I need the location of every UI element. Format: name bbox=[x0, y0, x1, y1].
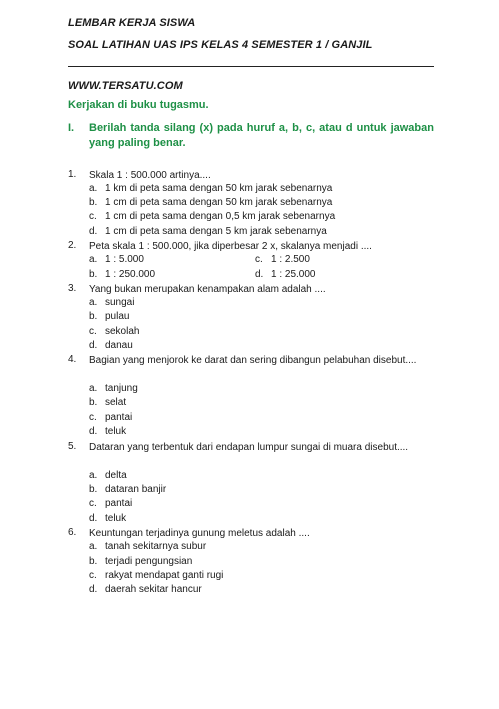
option-text: 1 cm di peta sama dengan 0,5 km jarak sebenarnya bbox=[105, 211, 336, 222]
option-letter: c. bbox=[89, 570, 97, 581]
option-text: 1 : 2.500 bbox=[271, 254, 310, 265]
header-subtitle: SOAL LATIHAN UAS IPS KELAS 4 SEMESTER 1 / GANJIL bbox=[68, 39, 373, 51]
answer-option bbox=[89, 426, 126, 437]
answer-option bbox=[89, 197, 332, 208]
question-number: 6. bbox=[68, 527, 77, 538]
option-letter: c. bbox=[89, 498, 97, 509]
question-text: Bagian yang menjorok ke darat dan sering dibangun pelabuhan disebut.... bbox=[89, 355, 417, 366]
option-letter: c. bbox=[89, 326, 97, 337]
answer-option bbox=[89, 584, 202, 595]
answer-option bbox=[89, 498, 132, 509]
option-text: pantai bbox=[105, 412, 133, 423]
option-text: tanjung bbox=[105, 383, 138, 394]
answer-option bbox=[89, 383, 138, 394]
option-letter: a. bbox=[89, 297, 98, 308]
option-text: tanah sekitarnya subur bbox=[105, 541, 207, 552]
answer-option bbox=[89, 470, 127, 481]
option-text: 1 cm di peta sama dengan 5 km jarak sebenarnya bbox=[105, 226, 327, 237]
answer-option bbox=[89, 541, 206, 552]
option-letter: d. bbox=[89, 584, 98, 595]
option-letter: c. bbox=[255, 254, 263, 265]
option-text: selat bbox=[105, 397, 127, 408]
option-text: teluk bbox=[105, 513, 127, 524]
question-text: Dataran yang terbentuk dari endapan lumpur sungai di muara disebut.... bbox=[89, 442, 409, 453]
option-text: rakyat mendapat ganti rugi bbox=[105, 570, 224, 581]
answer-option bbox=[89, 297, 134, 308]
option-letter: b. bbox=[89, 197, 98, 208]
question-number: 2. bbox=[68, 240, 77, 251]
answer-option bbox=[89, 513, 126, 524]
option-text: pantai bbox=[105, 498, 133, 509]
answer-option bbox=[89, 226, 327, 237]
option-letter: b. bbox=[89, 484, 98, 495]
option-text: pulau bbox=[105, 311, 130, 322]
option-letter: a. bbox=[89, 470, 98, 481]
answer-option bbox=[255, 254, 310, 265]
answer-option bbox=[89, 484, 166, 495]
question-number: 3. bbox=[68, 283, 77, 294]
answer-option bbox=[89, 340, 133, 351]
answer-option bbox=[89, 412, 132, 423]
option-text: sekolah bbox=[105, 326, 140, 337]
option-letter: d. bbox=[89, 226, 98, 237]
option-letter: b. bbox=[89, 311, 98, 322]
answer-option bbox=[255, 269, 315, 280]
option-letter: d. bbox=[89, 513, 98, 524]
answer-option bbox=[89, 254, 144, 265]
option-text: terjadi pengungsian bbox=[105, 556, 193, 567]
answer-option bbox=[89, 211, 335, 222]
option-text: 1 km di peta sama dengan 50 km jarak sebenarnya bbox=[105, 183, 333, 194]
answer-option bbox=[89, 570, 223, 581]
option-text: sungai bbox=[105, 297, 135, 308]
question-number: 4. bbox=[68, 354, 77, 365]
answer-option bbox=[89, 556, 192, 567]
question-number: 1. bbox=[68, 169, 77, 180]
question-text: Skala 1 : 500.000 artinya.... bbox=[89, 170, 211, 181]
section-number: I. bbox=[68, 122, 75, 134]
header-title: LEMBAR KERJA SISWA bbox=[68, 17, 196, 29]
question-number: 5. bbox=[68, 441, 77, 452]
option-text: 1 : 250.000 bbox=[105, 269, 156, 280]
question-text: Peta skala 1 : 500.000, jika diperbesar 2 x, skalanya menjadi .... bbox=[89, 241, 372, 252]
option-letter: a. bbox=[89, 183, 98, 194]
option-letter: a. bbox=[89, 541, 98, 552]
answer-option bbox=[89, 311, 129, 322]
option-letter: d. bbox=[89, 340, 98, 351]
option-letter: d. bbox=[89, 426, 98, 437]
header-divider bbox=[68, 66, 434, 67]
option-text: teluk bbox=[105, 426, 127, 437]
option-text: delta bbox=[105, 470, 127, 481]
answer-option bbox=[89, 183, 332, 194]
option-letter: c. bbox=[89, 211, 97, 222]
header-website: WWW.TERSATU.COM bbox=[68, 80, 183, 92]
instruction-text: Kerjakan di buku tugasmu. bbox=[68, 99, 209, 111]
option-text: dataran banjir bbox=[105, 484, 167, 495]
option-letter: b. bbox=[89, 556, 98, 567]
section-instruction: Berilah tanda silang (x) pada huruf a, b, c, atau d untuk jawaban yang paling benar. bbox=[89, 122, 434, 149]
option-letter: a. bbox=[89, 254, 98, 265]
option-text: daerah sekitar hancur bbox=[105, 584, 202, 595]
option-letter: d. bbox=[255, 269, 264, 280]
answer-option bbox=[89, 397, 126, 408]
option-letter: a. bbox=[89, 383, 98, 394]
answer-option bbox=[89, 269, 155, 280]
option-text: danau bbox=[105, 340, 133, 351]
answer-option bbox=[89, 326, 139, 337]
option-letter: b. bbox=[89, 397, 98, 408]
option-text: 1 : 5.000 bbox=[105, 254, 144, 265]
option-text: 1 cm di peta sama dengan 50 km jarak sebenarnya bbox=[105, 197, 333, 208]
question-text: Yang bukan merupakan kenampakan alam adalah .... bbox=[89, 284, 326, 295]
option-letter: b. bbox=[89, 269, 98, 280]
option-letter: c. bbox=[89, 412, 97, 423]
question-text: Keuntungan terjadinya gunung meletus adalah .... bbox=[89, 528, 310, 539]
option-text: 1 : 25.000 bbox=[271, 269, 316, 280]
